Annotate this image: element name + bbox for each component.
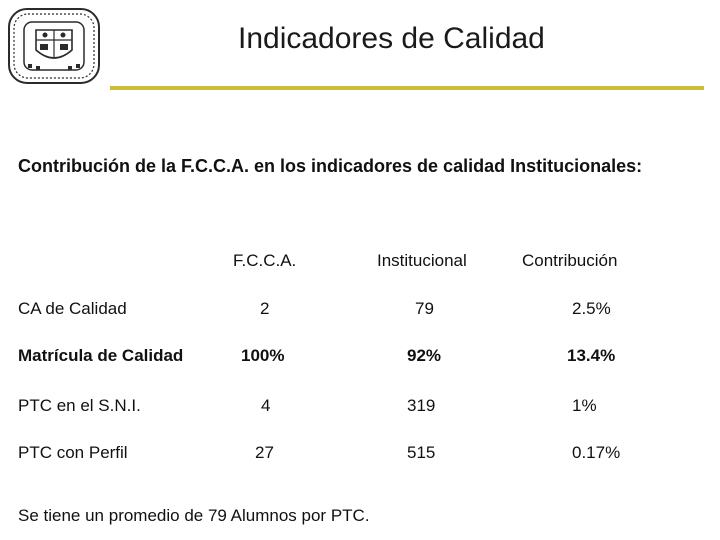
table-cell: 0.17%: [572, 443, 621, 462]
table-cell: 27: [255, 443, 274, 462]
row-label-ptc-con-perfil: PTC con Perfil: [18, 443, 128, 462]
table-cell: 13.4%: [567, 346, 616, 365]
footer-note: Se tiene un promedio de 79 Alumnos por PTC.: [18, 506, 370, 525]
table-cell: 79: [415, 299, 434, 318]
table-cell: 515: [407, 443, 436, 462]
row-label-ca-de-calidad: CA de Calidad: [18, 299, 127, 318]
table-cell: 1%: [572, 396, 597, 415]
table-cell: 4: [261, 396, 271, 415]
table-cell: 92%: [407, 346, 442, 365]
table-cell: 2: [260, 299, 270, 318]
column-header-contribucion: Contribución: [522, 251, 618, 270]
row-label-ptc-en-el-sni: PTC en el S.N.I.: [18, 396, 141, 415]
column-header-fcca: F.C.C.A.: [233, 251, 297, 270]
table-cell: 100%: [241, 346, 285, 365]
column-header-institucional: Institucional: [377, 251, 467, 270]
section-subtitle: Contribución de la F.C.C.A. en los indicadores de calidad Institucionales:: [18, 156, 643, 176]
page-title: Indicadores de Calidad: [238, 22, 545, 55]
row-label-matricula-de-calidad: Matrícula de Calidad: [18, 346, 184, 365]
title-underline: [110, 86, 704, 90]
table-cell: 2.5%: [572, 299, 611, 318]
table-cell: 319: [407, 396, 436, 415]
university-seal-icon: [6, 6, 102, 86]
